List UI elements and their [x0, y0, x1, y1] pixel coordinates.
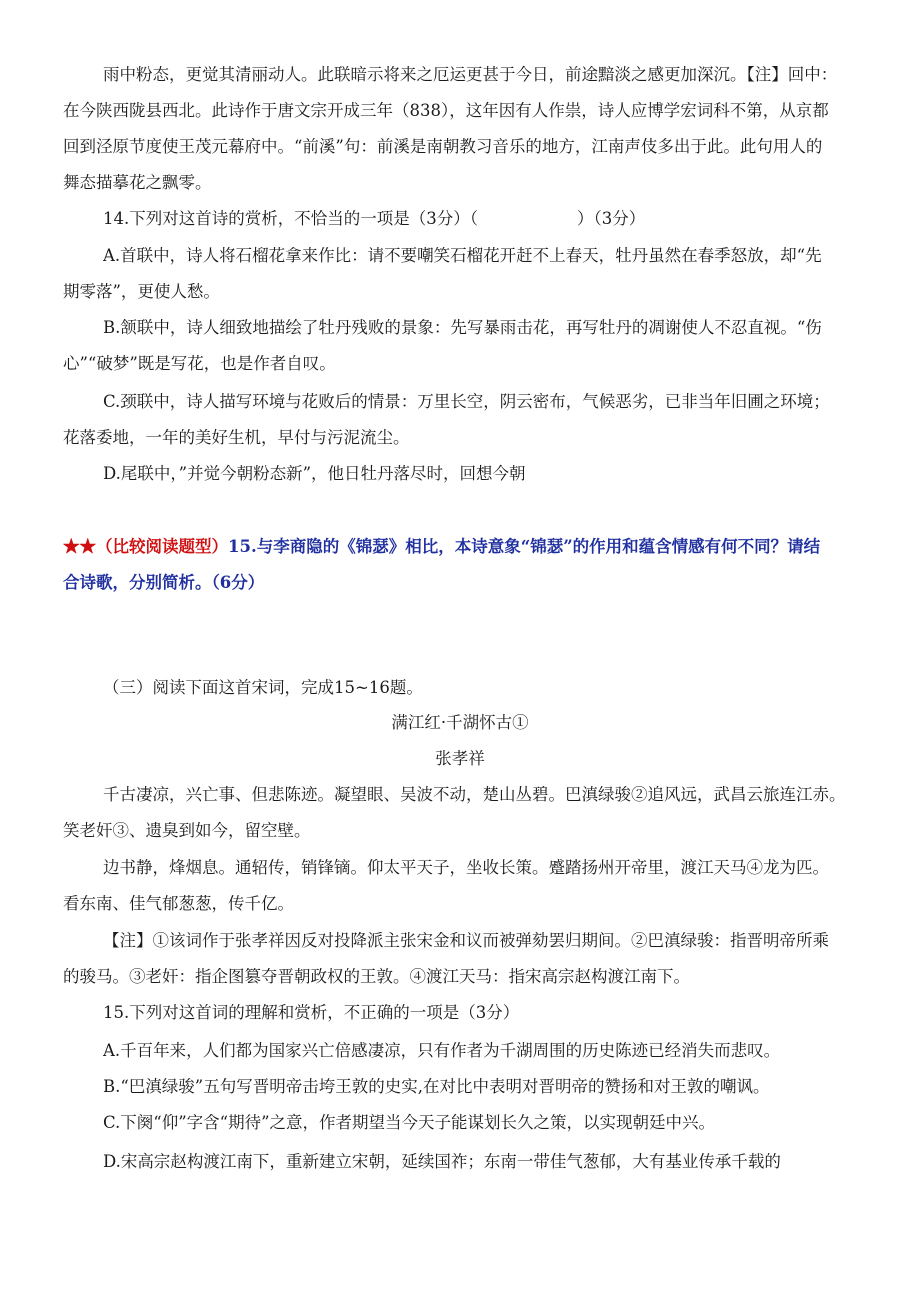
poem-author: 张孝祥 — [435, 749, 485, 768]
q15-option-d: D.宋高宗赵构渡江南下，重新建立宋朝，延续国祚；东南一带佳气葱郁，大有基业传承千载的 — [103, 1152, 781, 1171]
q14-option-a-line1: A.首联中，诗人将石榴花拿来作比：请不要嘲笑石榴花开赶不上春天，牡丹虽然在春季怒放，却“先 — [103, 246, 822, 265]
q15-option-a: A.千百年来，人们都为国家兴亡倍感凄凉，只有作者为千湖周围的历史陈迹已经消失而悲叹。 — [103, 1041, 781, 1060]
q15-compare-text: 15.与李商隐的《锦瑟》相比，本诗意象“锦瑟”的作用和蕴含情感有何不同？请结 — [228, 537, 821, 556]
question-type-tag: （比较阅读题型） — [96, 537, 228, 556]
poem-note-line1: 【注】①该词作于张孝祥因反对投降派主张宋金和议而被弹劾罢归期间。②巴滇绿骏：指晋明帝所乘 — [103, 931, 829, 950]
q15-compare-line2: 合诗歌，分别简析。（6分） — [63, 573, 265, 592]
poem-title: 满江红·千湖怀古① — [391, 713, 529, 732]
note-line-1: 雨中粉态，更觉其清丽动人。此联暗示将来之厄运更甚于今日，前途黯淡之感更加深沉。【注】回中： — [103, 65, 838, 84]
poem-line-1: 千古凄凉，兴亡事、但悲陈迹。凝望眼、吴波不动，楚山丛碧。巴滇绿骏②追风远，武昌云旅连江赤。 — [103, 785, 846, 804]
star-icon: ★★ — [63, 537, 96, 556]
poem-line-3: 边书静，烽烟息。通轺传，销锋镝。仰太平天子，坐收长策。蹙踏扬州开帝里，渡江天马④龙为匹。 — [103, 858, 829, 877]
poem-line-4: 看东南、佳气郁葱葱，传千亿。 — [63, 894, 294, 913]
q15-option-b: B.“巴滇绿骏”五句写晋明帝击垮王敦的史实,在对比中表明对晋明帝的赞扬和对王敦的嘲讽。 — [103, 1077, 770, 1096]
note-line-3: 回到泾原节度使王茂元幕府中。“前溪”句：前溪是南朝教习音乐的地方，江南声伎多出于此。此句用人的 — [63, 137, 823, 156]
q15-option-c: C.下阕“仰”字含“期待”之意，作者期望当今天子能谋划长久之策，以实现朝廷中兴。 — [103, 1113, 716, 1132]
q14-option-c-line2: 花落委地，一年的美好生机，早付与污泥流尘。 — [63, 428, 410, 447]
q14-option-b-line2: 心”“破梦”既是写花，也是作者自叹。 — [63, 354, 336, 373]
note-line-4: 舞态描摹花之飘零。 — [63, 173, 212, 192]
q15-compare-line1 — [63, 535, 880, 559]
q15-stem: 15.下列对这首词的理解和赏析，不正确的一项是（3分） — [103, 1003, 520, 1022]
q14-option-c-line1: C.颈联中，诗人描写环境与花败后的情景：万里长空，阴云密布，气候恶劣，已非当年旧圃之环境； — [103, 392, 830, 411]
q14-option-a-line2: 期零落”，更使人愁。 — [63, 282, 220, 301]
poem-note-line2: 的骏马。③老奸：指企图篡夺晋朝政权的王敦。④渡江天马：指宋高宗赵构渡江南下。 — [63, 967, 690, 986]
q14-option-b-line1: B.颔联中，诗人细致地描绘了牡丹残败的景象：先写暴雨击花，再写牡丹的凋谢使人不忍直视。“伤 — [103, 318, 822, 337]
poem-line-2: 笑老奸③、遗臭到如今，留空壁。 — [63, 821, 311, 840]
note-line-2: 在今陕西陇县西北。此诗作于唐文宗开成三年（838），这年因有人作祟，诗人应博学宏词科不第，从京都 — [63, 101, 829, 120]
section-intro: （三）阅读下面这首宋词，完成15~16题。 — [103, 678, 423, 697]
q14-stem: 14.下列对这首诗的赏析，不恰当的一项是（3分）（ ）（3分） — [103, 209, 646, 228]
q14-option-d: D.尾联中，”并觉今朝粉态新”，他日牡丹落尽时，回想今朝 — [103, 464, 526, 483]
